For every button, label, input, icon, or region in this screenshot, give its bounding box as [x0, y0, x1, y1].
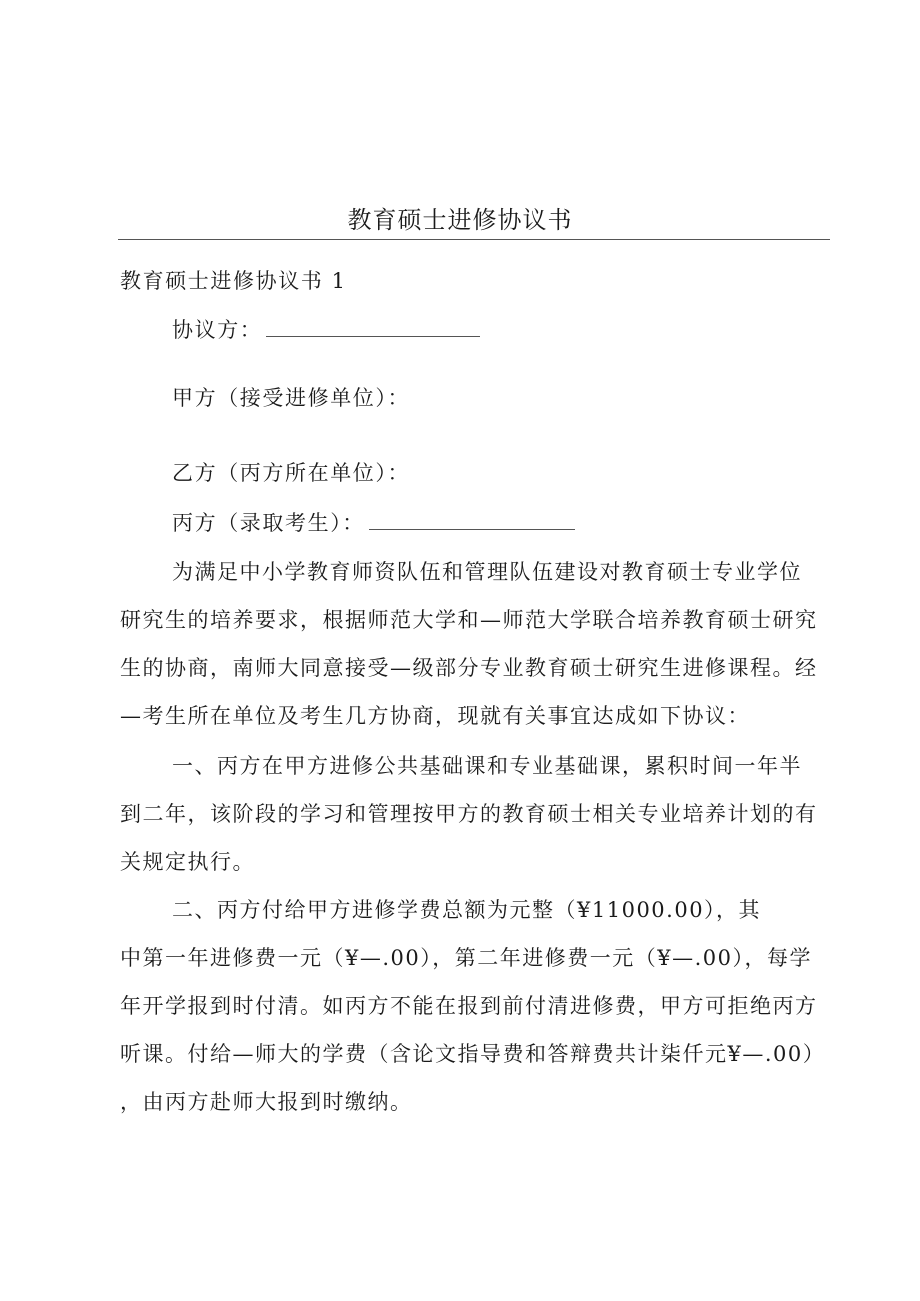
- clause-1-paragraph: [120, 742, 828, 886]
- clause-2-line: ，由丙方赴师大报到时缴纳。: [120, 1090, 413, 1114]
- agreement-party-line: [172, 314, 480, 345]
- party-c-blank: [369, 507, 575, 530]
- intro-paragraph: [120, 548, 828, 740]
- clause-2-line: 年开学报到时付清。如丙方不能在报到前付清进修费，甲方可拒绝丙方: [120, 994, 818, 1018]
- clause-2-line: 听课。付给—师大的学费（含论文指导费和答辩费共计柒仟元¥—.00）: [120, 1042, 826, 1066]
- agreement-party-label: 协议方：: [172, 318, 263, 342]
- party-c-label: 丙方（录取考生）：: [172, 511, 365, 535]
- party-a-line: 甲方（接受进修单位）：: [172, 386, 411, 410]
- party-c-line: [172, 507, 575, 538]
- title-divider: [118, 239, 830, 240]
- clause-1-line: 到二年，该阶段的学习和管理按甲方的教育硕士相关专业培养计划的有: [120, 802, 818, 826]
- intro-line: 生的协商，南师大同意接受—级部分专业教育硕士研究生进修课程。经: [120, 656, 818, 680]
- clause-2-line: 二、丙方付给甲方进修学费总额为元整（¥11000.00），其: [172, 898, 762, 922]
- intro-line: —考生所在单位及考生几方协商，现就有关事宜达成如下协议：: [120, 704, 750, 728]
- clause-2-paragraph: [120, 886, 828, 1126]
- clause-2-line: 中第一年进修费一元（¥—.00），第二年进修费一元（¥—.00），每学: [120, 946, 813, 970]
- document-title: 教育硕士进修协议书: [347, 206, 573, 234]
- agreement-party-blank: [266, 314, 480, 337]
- document-subtitle: 教育硕士进修协议书 1: [120, 269, 347, 293]
- intro-line: 为满足中小学教育师资队伍和管理队伍建设对教育硕士专业学位: [172, 560, 802, 584]
- clause-1-line: 关规定执行。: [120, 850, 255, 874]
- intro-line: 研究生的培养要求，根据师范大学和—师范大学联合培养教育硕士研究: [120, 608, 818, 632]
- party-b-line: 乙方（丙方所在单位）：: [172, 461, 411, 485]
- clause-1-line: 一、丙方在甲方进修公共基础课和专业基础课，累积时间一年半: [172, 754, 802, 778]
